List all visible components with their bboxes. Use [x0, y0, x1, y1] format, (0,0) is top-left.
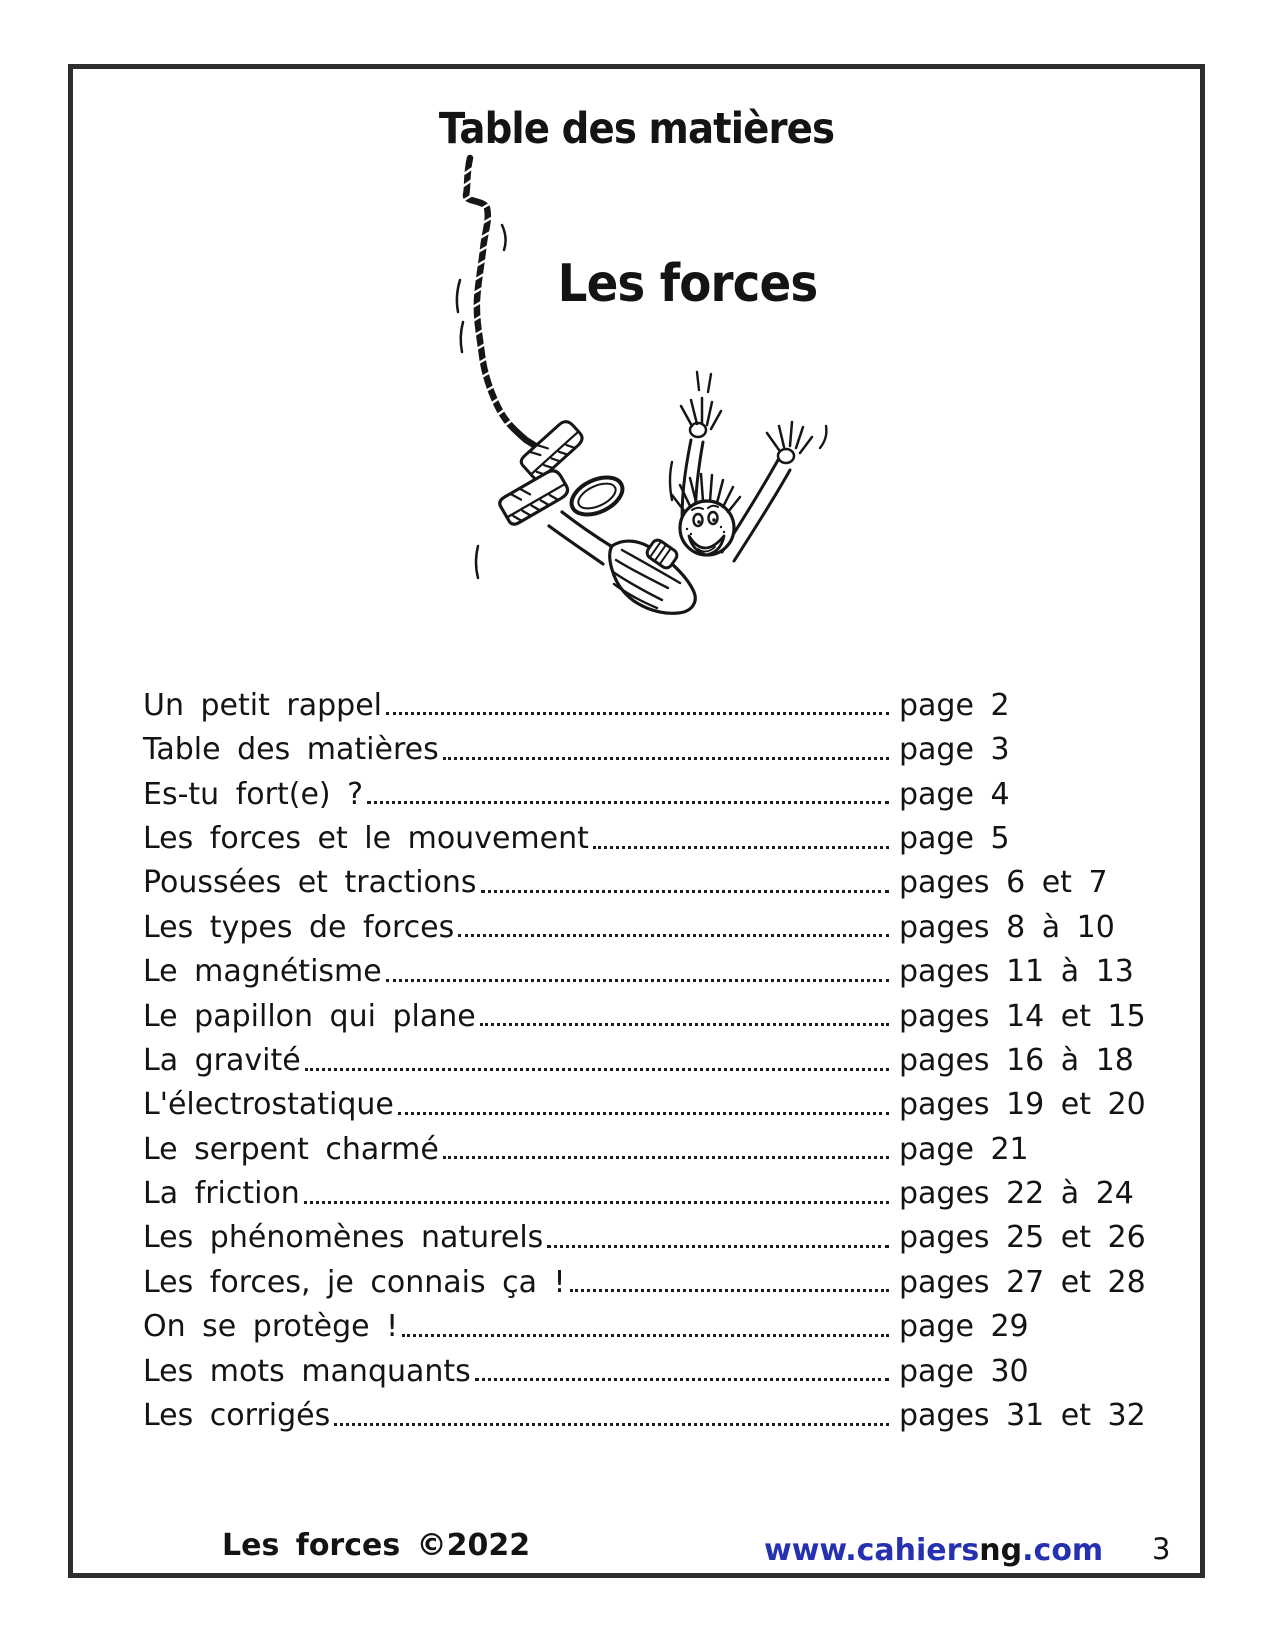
toc-leader-dots [570, 1289, 889, 1292]
toc-entry-page: pages 6 et 7 [899, 865, 1108, 901]
toc-entry-label: Un petit rappel [143, 687, 382, 723]
toc-entry-page: pages 25 et 26 [899, 1220, 1146, 1256]
toc-entry [143, 944, 1134, 990]
toc-leader-dots [443, 757, 889, 760]
toc-entry [143, 1122, 1115, 1166]
toc-entry [143, 1255, 1146, 1300]
website-link-mid: ng [979, 1533, 1023, 1568]
toc-entry-page: pages 16 à 18 [899, 1042, 1134, 1078]
toc-leader-dots [334, 1423, 889, 1426]
toc-leader-dots [305, 1068, 889, 1071]
toc-entry [143, 989, 1146, 1034]
toc-entry-label: Les types de forces [143, 909, 455, 945]
toc-entry-page: page 30 [899, 1353, 1029, 1389]
toc-entry [143, 1033, 1134, 1078]
toc-leader-dots [481, 890, 889, 893]
toc-leader-dots [480, 1023, 889, 1026]
toc-entry-label: Poussées et tractions [143, 865, 477, 901]
toc-entry [143, 1211, 1146, 1256]
toc-entry-label: On se protège ! [143, 1309, 399, 1345]
toc-entry [143, 856, 1115, 900]
toc-entry-label: Le magnétisme [143, 954, 382, 990]
toc-entry-page: page 29 [899, 1309, 1029, 1345]
toc-entry-page: pages 27 et 28 [899, 1264, 1146, 1300]
toc-entry-page: pages 11 à 13 [899, 954, 1134, 990]
toc-leader-dots [367, 801, 889, 804]
toc-entry-label: Les mots manquants [143, 1353, 471, 1389]
toc-entry-page: page 3 [899, 732, 1010, 768]
toc-entry-page: pages 22 à 24 [899, 1176, 1134, 1212]
website-link-prefix: www.cahiers [764, 1533, 980, 1568]
toc-entry-label: Le papillon qui plane [143, 998, 476, 1034]
toc-entry-label: La gravité [143, 1042, 301, 1078]
toc-leader-dots [386, 979, 889, 982]
toc-leader-dots [386, 712, 889, 715]
chapter-title: Les forces [557, 254, 818, 314]
toc-leader-dots [458, 934, 889, 937]
toc-entry-label: Les corrigés [143, 1398, 331, 1434]
toc-entry [143, 900, 1115, 944]
toc-leader-dots [304, 1201, 889, 1204]
toc-leader-dots [402, 1334, 889, 1337]
toc-entry-label: L'électrostatique [143, 1087, 394, 1123]
page-number: 3 [1152, 1532, 1171, 1566]
footer-copyright: Les forces ©2022 [222, 1528, 531, 1563]
toc-leader-dots [443, 1156, 889, 1159]
toc-entry-page: page 2 [899, 687, 1010, 723]
toc-entry [143, 722, 1115, 766]
toc-leader-dots [398, 1112, 889, 1115]
toc-entry-page: page 5 [899, 820, 1010, 856]
toc-leader-dots [475, 1378, 889, 1381]
website-link-suffix: .com [1022, 1533, 1104, 1568]
toc-entry [143, 1388, 1146, 1434]
toc-entry-label: Les forces et le mouvement [143, 820, 589, 856]
toc-entry-page: pages 14 et 15 [899, 998, 1146, 1034]
table-of-contents [143, 678, 1146, 1434]
toc-leader-dots [547, 1245, 889, 1248]
toc-entry-page: pages 19 et 20 [899, 1087, 1146, 1123]
toc-entry [143, 811, 1115, 855]
toc-entry-label: Es-tu fort(e) ? [143, 776, 364, 812]
toc-entry-label: La friction [143, 1176, 300, 1212]
toc-entry-page: pages 8 à 10 [899, 909, 1115, 945]
website-link[interactable] [764, 1533, 1103, 1568]
toc-leader-dots [593, 846, 889, 849]
toc-entry [143, 678, 1115, 722]
toc-entry-label: Table des matières [143, 732, 439, 768]
page-title: Table des matières [438, 104, 835, 154]
toc-entry [143, 1166, 1134, 1212]
toc-entry-label: Le serpent charmé [143, 1131, 439, 1167]
toc-entry-label: Les forces, je connais ça ! [143, 1264, 566, 1300]
toc-entry [143, 1344, 1115, 1388]
toc-entry-page: page 4 [899, 776, 1010, 812]
toc-entry [143, 1299, 1115, 1343]
toc-entry-page: pages 31 et 32 [899, 1398, 1146, 1434]
toc-entry-page: page 21 [899, 1131, 1029, 1167]
toc-entry [143, 1078, 1146, 1123]
toc-entry-label: Les phénomènes naturels [143, 1220, 544, 1256]
toc-entry [143, 767, 1115, 811]
